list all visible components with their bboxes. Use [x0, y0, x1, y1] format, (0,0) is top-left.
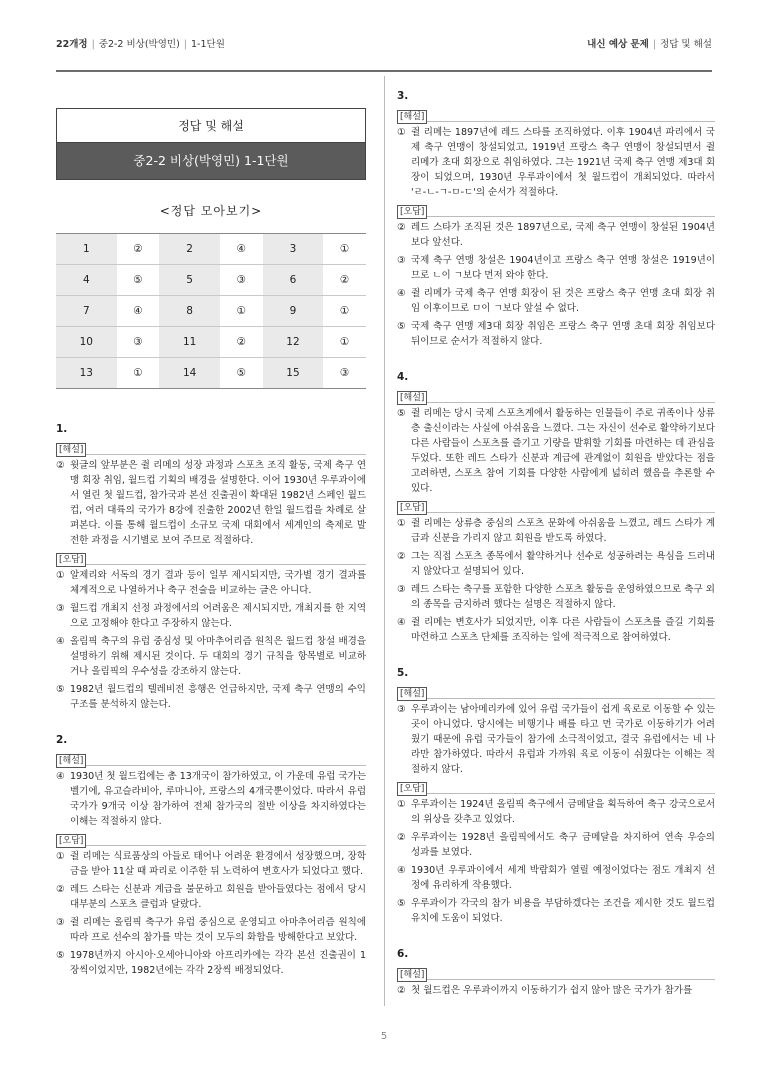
header-unit: 1-1단원	[191, 39, 225, 50]
question-2	[56, 734, 366, 978]
section-tag: [해설]	[56, 443, 86, 457]
explanation-item	[56, 915, 366, 945]
answer-choice: ③	[220, 265, 263, 296]
choice-marker: ①	[397, 518, 406, 529]
explanation-item	[397, 549, 715, 579]
explanation-text: 레드 스타는 신분과 계급을 불문하고 회원을 받아들였다는 점에서 당시 대부분의 스포츠 클럽과 달랐다.	[70, 884, 366, 910]
section-tag: [해설]	[397, 968, 427, 982]
answer-number: 1	[56, 234, 117, 265]
answer-number: 7	[56, 296, 117, 327]
answer-choice: ①	[323, 234, 366, 265]
answer-number: 2	[159, 234, 220, 265]
explanation-text: 우루과이가 각국의 참가 비용을 부담하겠다는 조건을 제시한 것도 월드컵 유치에 도움이 되었다.	[411, 898, 715, 924]
answer-choice: ④	[220, 234, 263, 265]
answer-number: 9	[263, 296, 324, 327]
explanation-item	[397, 702, 715, 777]
section-tag-line	[56, 752, 366, 766]
explanation-text: 국제 축구 연맹 창설은 1904년이고 프랑스 축구 연맹 창설은 1919년이므로 ㄴ이 ㄱ보다 먼저 와야 한다.	[411, 255, 715, 281]
answer-choice: ①	[220, 296, 263, 327]
explanation-item	[56, 634, 366, 679]
choice-marker: ①	[397, 127, 406, 138]
answer-choice: ①	[323, 327, 366, 358]
question-6	[397, 948, 715, 998]
answer-number: 10	[56, 327, 117, 358]
question-number: 4.	[397, 371, 409, 383]
explanation-text: 첫 월드컵은 우루과이까지 이동하기가 쉽지 않아 많은 국가가 참가를	[411, 985, 693, 996]
answer-number: 11	[159, 327, 220, 358]
section-tag: [해설]	[397, 110, 427, 124]
choice-marker: ④	[56, 636, 65, 647]
choice-marker: ②	[397, 985, 406, 996]
answer-number: 8	[159, 296, 220, 327]
header-left: 22개정 | 중2-2 비상(박영민) | 1-1단원	[56, 39, 225, 50]
explanation-text: 국제 축구 연맹 제3대 회장 취임은 프랑스 축구 연맹 초대 회장 취임보다 뒤이므로 순서가 적절하지 않다.	[411, 321, 715, 347]
explanation-text: 월드컵 개최지 선정 과정에서의 어려움은 제시되지만, 개최지를 한 지역으로 고정해야 한다고 주장하지 않는다.	[70, 603, 366, 629]
explanation-item	[397, 863, 715, 893]
choice-marker: ④	[397, 288, 406, 299]
choice-marker: ③	[56, 603, 65, 614]
explanation-text: 1978년까지 아시아·오세아니아와 아프리카에는 각각 본선 진출권이 1장씩이었지만, 1982년에는 각각 2장씩 배정되었다.	[70, 950, 366, 976]
choice-marker: ②	[397, 222, 406, 233]
choice-marker: ①	[56, 851, 65, 862]
explanation-text: 레드 스타는 축구를 포함한 다양한 스포츠 활동을 운영하였으므로 축구 외의 종목을 금지하려 했다는 설명은 적절하지 않다.	[411, 584, 715, 610]
answer-row	[56, 327, 366, 358]
question-4	[397, 371, 715, 645]
answer-choice: ③	[117, 327, 160, 358]
header-section: 정답 및 해설	[660, 39, 712, 50]
answer-choice: ②	[117, 234, 160, 265]
explanation-item	[56, 849, 366, 879]
explanation-item	[397, 830, 715, 860]
question-3	[397, 90, 715, 349]
choice-marker: ③	[397, 704, 406, 715]
explanation-item	[56, 601, 366, 631]
answer-number: 4	[56, 265, 117, 296]
answer-choice: ④	[117, 296, 160, 327]
answer-row	[56, 296, 366, 327]
choice-marker: ⑤	[56, 950, 65, 961]
answer-number: 13	[56, 358, 117, 389]
choice-marker: ③	[56, 917, 65, 928]
choice-marker: ⑤	[397, 898, 406, 909]
answer-row	[56, 234, 366, 265]
explanation-item	[397, 286, 715, 316]
left-column	[56, 90, 366, 981]
explanation-item	[397, 220, 715, 250]
explanation-text: 1982년 월드컵의 텔레비전 흥행은 언급하지만, 국제 축구 연맹의 수익 구조를 분석하지 않는다.	[70, 684, 366, 710]
explanation-item	[397, 983, 715, 998]
explanation-item	[397, 406, 715, 496]
choice-marker: ③	[397, 255, 406, 266]
answer-number: 12	[263, 327, 324, 358]
explanation-text: 쥘 리메는 식료품상의 아들로 태어나 어려운 환경에서 성장했으며, 장학금을 받아 11살 때 파리로 이주한 뒤 노력하여 변호사가 되었다고 했다.	[70, 851, 366, 877]
section-tag-line	[397, 780, 715, 794]
right-column	[397, 90, 715, 1001]
choice-marker: ②	[397, 551, 406, 562]
explanation-item	[397, 516, 715, 546]
section-tag-line	[397, 389, 715, 403]
section-tag-line	[56, 441, 366, 455]
question-1	[56, 423, 366, 712]
section-tag-line	[397, 108, 715, 122]
question-number: 6.	[397, 948, 409, 960]
explanation-item	[56, 948, 366, 978]
explanation-text: 레드 스타가 조직된 것은 1897년으로, 국제 축구 연맹이 창설된 1904년보다 앞선다.	[411, 222, 715, 248]
answer-choice: ①	[117, 358, 160, 389]
choice-marker: ④	[397, 865, 406, 876]
choice-marker: ②	[56, 460, 65, 471]
question-number: 3.	[397, 90, 409, 102]
explanation-text: 우루과이는 1924년 올림픽 축구에서 금메달을 획득하여 축구 강국으로서의 위상을 갖추고 있었다.	[411, 799, 715, 825]
header-right: 내신 예상 문제 | 정답 및 해설	[587, 39, 712, 50]
question-5	[397, 667, 715, 926]
question-number: 1.	[56, 423, 68, 435]
choice-marker: ④	[56, 771, 65, 782]
choice-marker: ②	[56, 884, 65, 895]
explanation-item	[56, 882, 366, 912]
explanation-text: 올림픽 축구의 유럽 중심성 및 아마추어리즘 원칙은 월드컵 창설 배경을 설명하기 위해 제시된 것이다. 두 대회의 경기 규칙을 항목별로 비교하거나 올림픽의 우수성을 강조하지 않는다.	[70, 636, 366, 677]
explanation-text: 그는 직접 스포츠 종목에서 활약하거나 선수로 성공하려는 욕심을 드러내지 않았다고 설명되어 있다.	[411, 551, 715, 577]
explanation-text: 1930년 첫 월드컵에는 총 13개국이 참가하였고, 이 가운데 유럽 국가는 벨기에, 유고슬라비아, 루마니아, 프랑스의 4개국뿐이었다. 따라서 유럽 국가가 9개국 이상 참가하여 전체 참가국의 절반 이상을 차지하였다는 이해는 적절하지 않다.	[70, 771, 366, 827]
section-tag: [오답]	[397, 501, 427, 515]
title-main: 정답 및 해설	[57, 109, 365, 143]
explanation-item	[397, 125, 715, 200]
explanation-text: 1930년 우루과이에서 세계 박람회가 열릴 예정이었다는 점도 개최지 선정에 유리하게 작용했다.	[411, 865, 715, 891]
choice-marker: ③	[397, 584, 406, 595]
answer-table	[56, 233, 366, 389]
section-tag: [오답]	[397, 205, 427, 219]
section-tag-line	[397, 966, 715, 980]
answer-choice: ⑤	[220, 358, 263, 389]
answer-number: 3	[263, 234, 324, 265]
section-tag-line	[397, 499, 715, 513]
column-divider	[384, 76, 385, 1006]
explanation-text: 알제리와 서독의 경기 결과 등이 일부 제시되지만, 국가별 경기 결과를 체계적으로 나열하거나 축구 전술을 비교하는 글은 아니다.	[70, 570, 366, 596]
answer-choice: ③	[323, 358, 366, 389]
section-tag: [해설]	[56, 754, 86, 768]
explanation-text: 쥘 리메는 올림픽 축구가 유럽 중심으로 운영되고 아마추어리즘 원칙에 따라 프로 선수의 참가를 막는 것이 모두의 화합을 방해한다고 보았다.	[70, 917, 366, 943]
question-number: 2.	[56, 734, 68, 746]
explanation-text: 쥘 리메는 변호사가 되었지만, 이후 다른 사람들이 스포츠를 즐길 기회를 마련하고 스포츠 단체를 조직하는 일에 적극적으로 참여하였다.	[411, 617, 715, 643]
answer-summary-title: <정답 모아보기>	[159, 204, 263, 218]
explanation-item	[56, 682, 366, 712]
choice-marker: ④	[397, 617, 406, 628]
explanation-text: 윗글의 앞부분은 쥘 리메의 성장 과정과 스포츠 조직 활동, 국제 축구 연맹 회장 취임, 월드컵 기획의 배경을 설명한다. 이어 1930년 우루과이에서 열린 첫 월드컵, 참가국과 본선 진출권이 확대된 1982년 스페인 월드컵, 여러 대륙의 국가가 8강에 진출한 2002년 한일 월드컵을 차례로 살펴본다. 이를 통해 월드컵이 소규모 국제 대회에서 세계인의 축제로 발전한 과정을 시기별로 보여 주므로 적절하다.	[70, 460, 366, 546]
answer-choice: ②	[220, 327, 263, 358]
explanation-text: 우루과이는 남아메리카에 있어 유럽 국가들이 쉽게 육로로 이동할 수 있는 곳이 아니었다. 당시에는 비행기나 배를 타고 먼 국가로 이동하기가 어려웠기 때문에 유럽 국가들이 참가에 소극적이었고, 결국 유럽에서는 네 나라만 참가하였다. 따라서 유럽과 가까워 육로 이동이 쉬웠다는 이해는 적절하지 않다.	[411, 704, 715, 775]
choice-marker: ①	[56, 570, 65, 581]
choice-marker: ①	[397, 799, 406, 810]
section-tag-line	[397, 203, 715, 217]
question-number: 5.	[397, 667, 409, 679]
choice-marker: ⑤	[397, 321, 406, 332]
section-tag-line	[397, 685, 715, 699]
header-doc-type: 내신 예상 문제	[587, 39, 649, 50]
explanation-item	[397, 319, 715, 349]
section-tag-line	[56, 832, 366, 846]
title-box	[56, 108, 366, 180]
page-number: 5	[380, 1031, 388, 1042]
header-edition: 22개정	[56, 39, 88, 50]
choice-marker: ⑤	[397, 408, 406, 419]
choice-marker: ②	[397, 832, 406, 843]
answer-number: 15	[263, 358, 324, 389]
explanation-item	[56, 769, 366, 829]
answer-choice: ⑤	[117, 265, 160, 296]
choice-marker: ⑤	[56, 684, 65, 695]
explanation-item	[397, 615, 715, 645]
section-tag: [오답]	[56, 553, 86, 567]
explanation-item	[56, 568, 366, 598]
answer-number: 6	[263, 265, 324, 296]
section-tag: [해설]	[397, 687, 427, 701]
explanation-text: 쥘 리메가 국제 축구 연맹 회장이 된 것은 프랑스 축구 연맹 초대 회장 취임 이후이므로 ㅁ이 ㄱ보다 앞설 수 없다.	[411, 288, 715, 314]
header-subject: 중2-2 비상(박영민)	[98, 39, 180, 50]
explanation-text: 쥘 리메는 상류층 중심의 스포츠 문화에 아쉬움을 느꼈고, 레드 스타가 계급과 신분을 가리지 않고 회원을 받도록 하였다.	[411, 518, 715, 544]
explanation-text: 쥘 리메는 당시 국제 스포츠계에서 활동하는 인물들이 주로 귀족이나 상류층 출신이라는 사실에 아쉬움을 느꼈다. 그는 자신이 선수로 활약하기보다 다른 사람들이 스포츠를 즐기고 기량을 발휘할 기회를 마련하는 데 관심을 두었다. 또한 레드 스타가 신분과 계급에 관계없이 회원을 받았다는 점을 고려하면, 스포츠 참여 기회를 다양한 사람에게 넓히려 했음을 추론할 수 있다.	[411, 408, 715, 494]
explanation-item	[397, 896, 715, 926]
explanation-item	[397, 253, 715, 283]
explanation-item	[56, 458, 366, 548]
answer-number: 14	[159, 358, 220, 389]
answer-choice: ①	[323, 296, 366, 327]
answer-number: 5	[159, 265, 220, 296]
answer-row	[56, 358, 366, 389]
section-tag: [오답]	[56, 834, 86, 848]
answer-choice: ②	[323, 265, 366, 296]
explanation-text: 우루과이는 1928년 올림픽에서도 축구 금메달을 차지하여 연속 우승의 성과를 보였다.	[411, 832, 715, 858]
title-sub: 중2-2 비상(박영민) 1-1단원	[57, 143, 365, 179]
explanation-text: 쥘 리메는 1897년에 레드 스타를 조직하였다. 이후 1904년 파리에서 국제 축구 연맹이 창설되었고, 1919년 프랑스 축구 연맹이 창설되면서 쥘 리메가 초대 회장으로 취임하였다. 그는 1921년 국제 축구 연맹 제3대 회장이 되었으며, 1930년 우루과이에서 첫 월드컵이 개최되었다. 따라서 'ㄹ-ㄴ-ㄱ-ㅁ-ㄷ'의 순서가 적절하다.	[411, 127, 715, 198]
section-tag: [오답]	[397, 782, 427, 796]
section-tag: [해설]	[397, 391, 427, 405]
explanation-item	[397, 797, 715, 827]
header-divider	[56, 70, 712, 72]
explanation-item	[397, 582, 715, 612]
section-tag-line	[56, 551, 366, 565]
page-header	[56, 36, 712, 54]
answer-row	[56, 265, 366, 296]
